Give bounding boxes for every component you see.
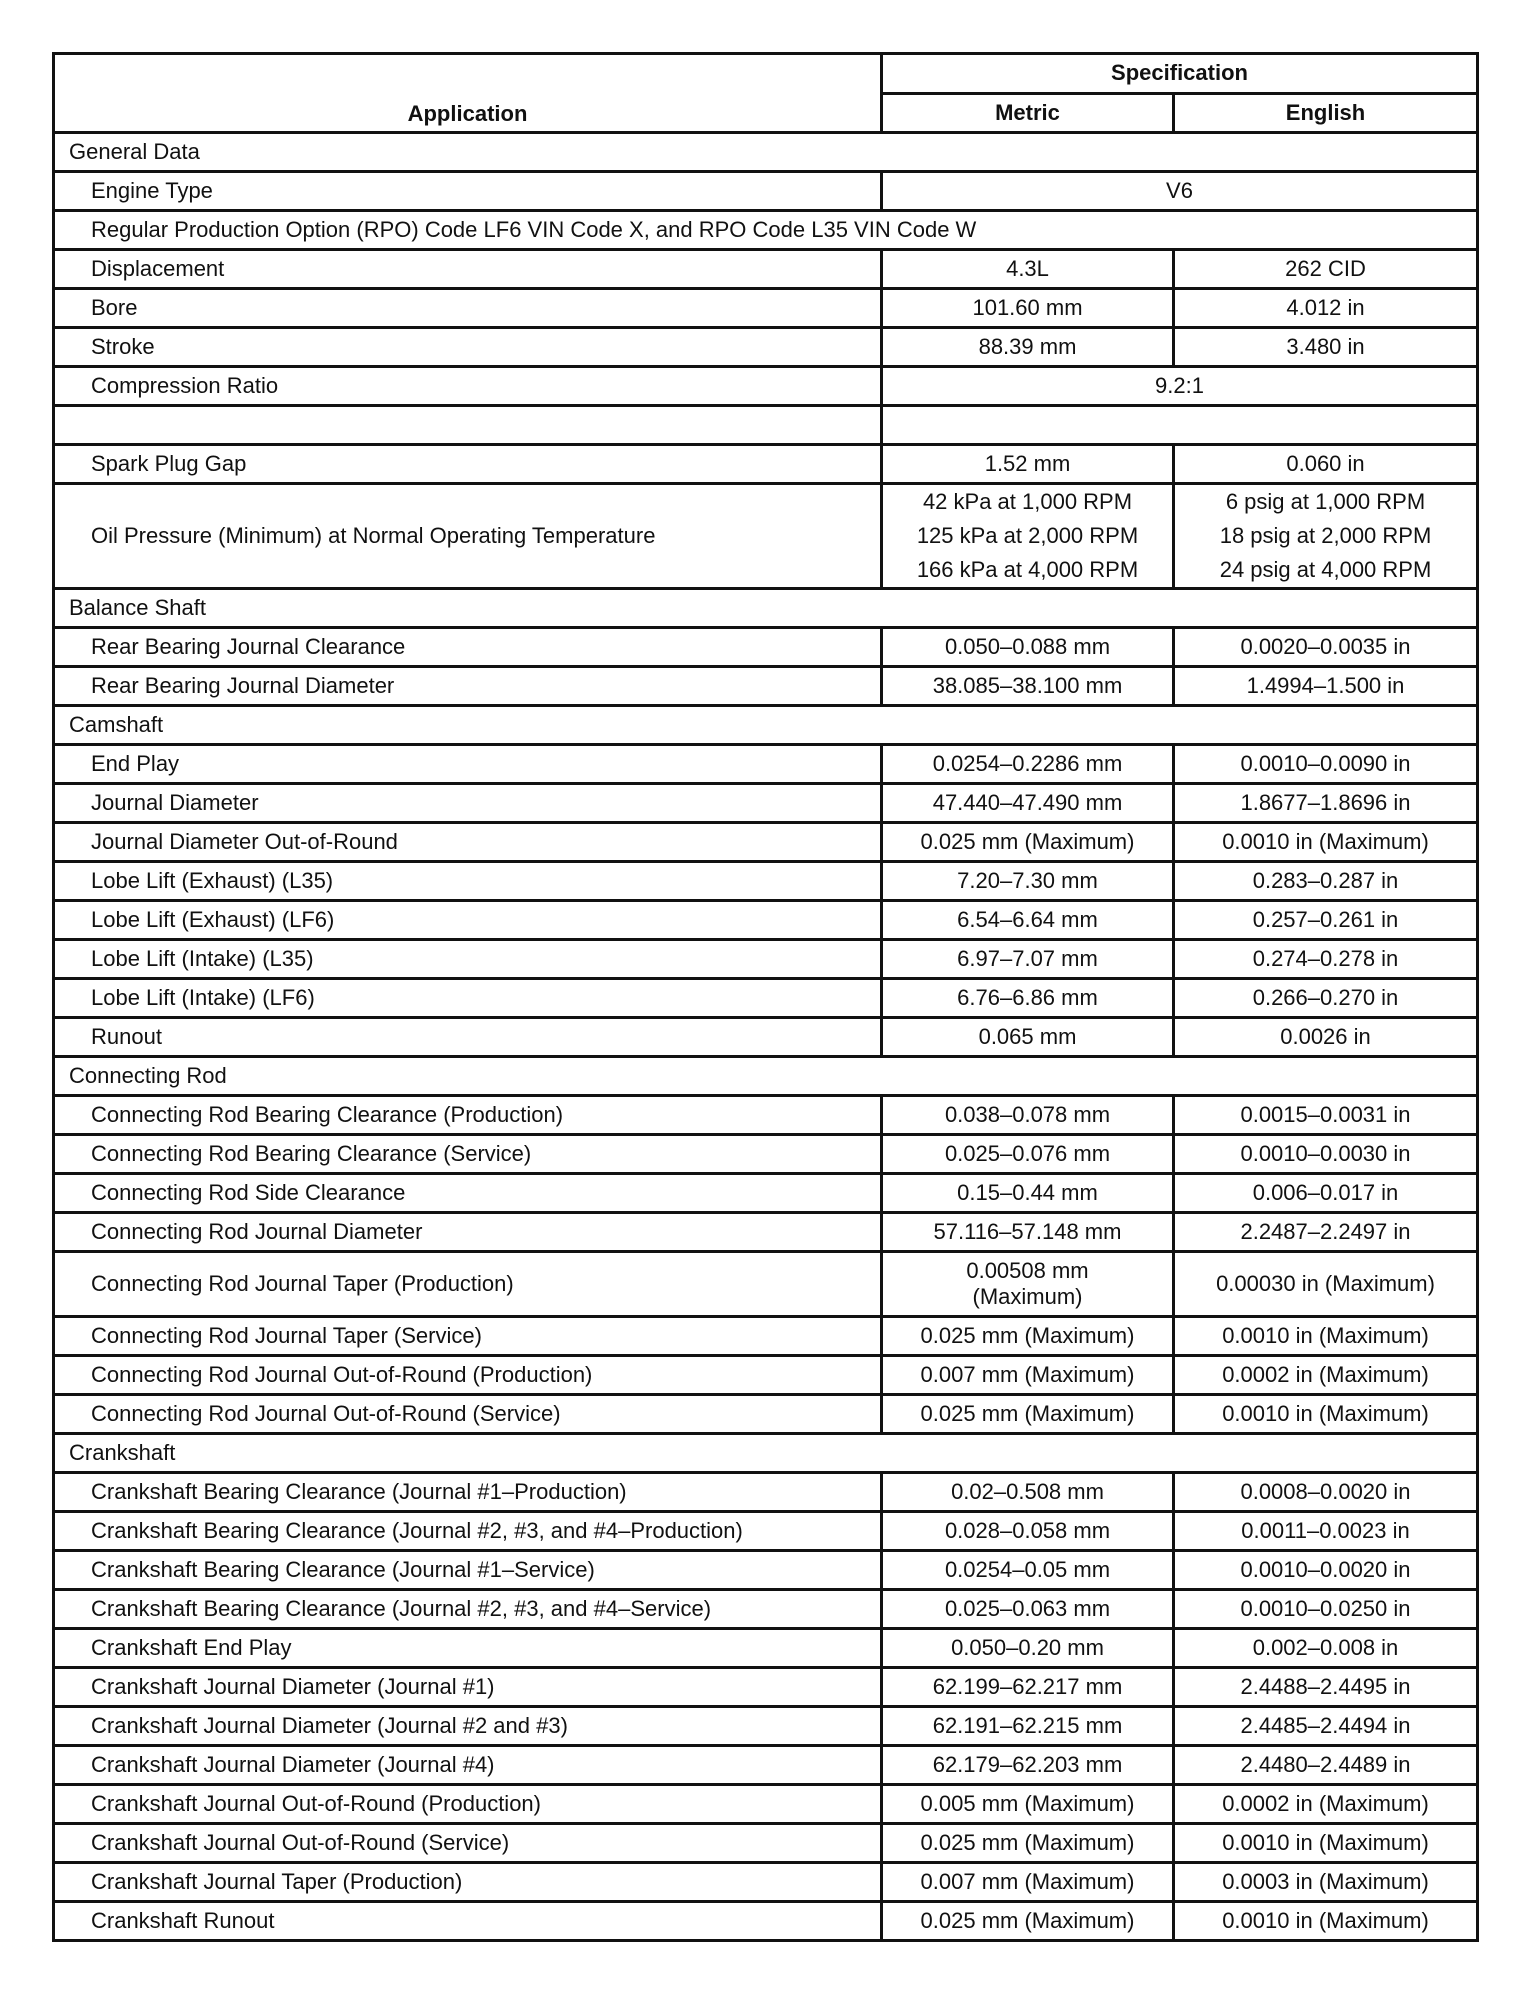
table-row bbox=[54, 1473, 1478, 1512]
english-value: 1.4994–1.500 in bbox=[1174, 667, 1478, 706]
balance-shaft-section bbox=[54, 589, 1478, 706]
row-label: Journal Diameter bbox=[54, 784, 882, 823]
engine-specifications-table bbox=[52, 52, 1479, 1942]
metric-value: 0.007 mm (Maximum) bbox=[882, 1863, 1174, 1902]
row-label: Bore bbox=[54, 289, 882, 328]
row-label: Journal Diameter Out-of-Round bbox=[54, 823, 882, 862]
row-label: Connecting Rod Side Clearance bbox=[54, 1174, 882, 1213]
english-value: 4.012 in bbox=[1174, 289, 1478, 328]
row-label: Regular Production Option (RPO) Code LF6 VIN Code X, and RPO Code L35 VIN Code W bbox=[54, 211, 1478, 250]
table-row bbox=[54, 1252, 1478, 1317]
metric-value: 57.116–57.148 mm bbox=[882, 1213, 1174, 1252]
header-english: English bbox=[1174, 93, 1478, 133]
row-label: Crankshaft Bearing Clearance (Journal #2, #3, and #4–Production) bbox=[54, 1512, 882, 1551]
metric-value: 62.179–62.203 mm bbox=[882, 1746, 1174, 1785]
row-label: Rear Bearing Journal Diameter bbox=[54, 667, 882, 706]
row-label: Connecting Rod Journal Diameter bbox=[54, 1213, 882, 1252]
row-label: Spark Plug Gap bbox=[54, 445, 882, 484]
engine-spec-sheet bbox=[52, 52, 1476, 1942]
metric-line: 42 kPa at 1,000 RPM bbox=[922, 489, 1133, 514]
english-value: 0.0015–0.0031 in bbox=[1174, 1096, 1478, 1135]
table-row bbox=[54, 211, 1478, 250]
metric-value: 0.025 mm (Maximum) bbox=[882, 1824, 1174, 1863]
general-data-section bbox=[54, 133, 1478, 589]
empty-row bbox=[54, 406, 1478, 445]
row-label: Crankshaft Journal Taper (Production) bbox=[54, 1863, 882, 1902]
metric-value: 0.02–0.508 mm bbox=[882, 1473, 1174, 1512]
english-value: 262 CID bbox=[1174, 250, 1478, 289]
english-value: 1.8677–1.8696 in bbox=[1174, 784, 1478, 823]
table-row bbox=[54, 667, 1478, 706]
table-row bbox=[54, 1863, 1478, 1902]
table-row bbox=[54, 1356, 1478, 1395]
row-label: Crankshaft Journal Diameter (Journal #4) bbox=[54, 1746, 882, 1785]
english-value: 0.0003 in (Maximum) bbox=[1174, 1863, 1478, 1902]
metric-value: 0.025–0.063 mm bbox=[882, 1590, 1174, 1629]
section-title: General Data bbox=[54, 133, 1478, 172]
english-value: 0.060 in bbox=[1174, 445, 1478, 484]
row-label: Crankshaft Bearing Clearance (Journal #1–Production) bbox=[54, 1473, 882, 1512]
english-value: 0.0020–0.0035 in bbox=[1174, 628, 1478, 667]
row-label: Crankshaft Journal Out-of-Round (Production) bbox=[54, 1785, 882, 1824]
row-label: Runout bbox=[54, 1018, 882, 1057]
table-row bbox=[54, 862, 1478, 901]
metric-value: 4.3L bbox=[882, 250, 1174, 289]
row-label: Connecting Rod Journal Out-of-Round (Production) bbox=[54, 1356, 882, 1395]
english-value bbox=[1174, 484, 1478, 589]
row-label: Connecting Rod Journal Out-of-Round (Service) bbox=[54, 1395, 882, 1434]
english-value: 0.0010 in (Maximum) bbox=[1174, 1395, 1478, 1434]
header-application: Application bbox=[54, 54, 882, 133]
table-row bbox=[54, 979, 1478, 1018]
metric-value: 0.025–0.076 mm bbox=[882, 1135, 1174, 1174]
row-label: Lobe Lift (Intake) (L35) bbox=[54, 940, 882, 979]
table-row bbox=[54, 1824, 1478, 1863]
english-value: 0.00030 in (Maximum) bbox=[1174, 1252, 1478, 1317]
english-value: 0.0010 in (Maximum) bbox=[1174, 1824, 1478, 1863]
table-row bbox=[54, 250, 1478, 289]
metric-value: 0.0254–0.05 mm bbox=[882, 1551, 1174, 1590]
metric-value: 0.050–0.20 mm bbox=[882, 1629, 1174, 1668]
english-value: 0.0026 in bbox=[1174, 1018, 1478, 1057]
row-label: Rear Bearing Journal Clearance bbox=[54, 628, 882, 667]
metric-value: 0.005 mm (Maximum) bbox=[882, 1785, 1174, 1824]
row-label: Crankshaft Runout bbox=[54, 1902, 882, 1941]
metric-line: 0.00508 mm bbox=[966, 1258, 1089, 1283]
english-value: 0.0010–0.0030 in bbox=[1174, 1135, 1478, 1174]
row-label: Compression Ratio bbox=[54, 367, 882, 406]
table-row bbox=[54, 328, 1478, 367]
table-row bbox=[54, 367, 1478, 406]
table-row bbox=[54, 823, 1478, 862]
row-label: Oil Pressure (Minimum) at Normal Operating Temperature bbox=[54, 484, 882, 589]
english-value: 2.2487–2.2497 in bbox=[1174, 1213, 1478, 1252]
english-value: 0.0010 in (Maximum) bbox=[1174, 1317, 1478, 1356]
row-label: Connecting Rod Bearing Clearance (Production) bbox=[54, 1096, 882, 1135]
row-label: Crankshaft Journal Out-of-Round (Service) bbox=[54, 1824, 882, 1863]
section-title: Crankshaft bbox=[54, 1434, 1478, 1473]
english-value: 3.480 in bbox=[1174, 328, 1478, 367]
table-row bbox=[54, 1135, 1478, 1174]
english-value: 0.0010–0.0250 in bbox=[1174, 1590, 1478, 1629]
row-value: 9.2:1 bbox=[882, 367, 1478, 406]
english-value: 0.283–0.287 in bbox=[1174, 862, 1478, 901]
row-label: Lobe Lift (Exhaust) (LF6) bbox=[54, 901, 882, 940]
metric-value: 0.0254–0.2286 mm bbox=[882, 745, 1174, 784]
english-line: 6 psig at 1,000 RPM bbox=[1225, 489, 1426, 514]
empty-cell bbox=[882, 406, 1478, 445]
english-value: 0.0011–0.0023 in bbox=[1174, 1512, 1478, 1551]
table-row bbox=[54, 1707, 1478, 1746]
table-row bbox=[54, 1668, 1478, 1707]
metric-value: 0.038–0.078 mm bbox=[882, 1096, 1174, 1135]
row-label: Connecting Rod Journal Taper (Production) bbox=[54, 1252, 882, 1317]
table-row bbox=[54, 484, 1478, 589]
table-row bbox=[54, 1629, 1478, 1668]
english-line: 18 psig at 2,000 RPM bbox=[1219, 523, 1432, 548]
english-value: 0.006–0.017 in bbox=[1174, 1174, 1478, 1213]
metric-value: 62.191–62.215 mm bbox=[882, 1707, 1174, 1746]
table-row bbox=[54, 1018, 1478, 1057]
english-value: 2.4488–2.4495 in bbox=[1174, 1668, 1478, 1707]
metric-line: 166 kPa at 4,000 RPM bbox=[916, 557, 1139, 582]
camshaft-section bbox=[54, 706, 1478, 1057]
english-value: 0.0008–0.0020 in bbox=[1174, 1473, 1478, 1512]
row-label: Stroke bbox=[54, 328, 882, 367]
english-value: 0.0002 in (Maximum) bbox=[1174, 1785, 1478, 1824]
table-row bbox=[54, 1174, 1478, 1213]
row-label: Displacement bbox=[54, 250, 882, 289]
table-row bbox=[54, 784, 1478, 823]
table-row bbox=[54, 1512, 1478, 1551]
metric-value: 62.199–62.217 mm bbox=[882, 1668, 1174, 1707]
row-label: Connecting Rod Journal Taper (Service) bbox=[54, 1317, 882, 1356]
metric-value: 47.440–47.490 mm bbox=[882, 784, 1174, 823]
crankshaft-section bbox=[54, 1434, 1478, 1941]
metric-value: 0.007 mm (Maximum) bbox=[882, 1356, 1174, 1395]
row-value: V6 bbox=[882, 172, 1478, 211]
section-title: Connecting Rod bbox=[54, 1057, 1478, 1096]
table-row bbox=[54, 1317, 1478, 1356]
metric-value: 0.050–0.088 mm bbox=[882, 628, 1174, 667]
table-row bbox=[54, 1590, 1478, 1629]
row-label: Crankshaft Journal Diameter (Journal #2 and #3) bbox=[54, 1707, 882, 1746]
connecting-rod-section bbox=[54, 1057, 1478, 1434]
english-value: 0.0010 in (Maximum) bbox=[1174, 823, 1478, 862]
metric-value: 101.60 mm bbox=[882, 289, 1174, 328]
english-value: 0.257–0.261 in bbox=[1174, 901, 1478, 940]
english-value: 0.274–0.278 in bbox=[1174, 940, 1478, 979]
table-row bbox=[54, 1785, 1478, 1824]
english-line: 24 psig at 4,000 RPM bbox=[1219, 557, 1432, 582]
row-label: Engine Type bbox=[54, 172, 882, 211]
table-row bbox=[54, 1395, 1478, 1434]
metric-value: 7.20–7.30 mm bbox=[882, 862, 1174, 901]
row-label: Lobe Lift (Exhaust) (L35) bbox=[54, 862, 882, 901]
table-row bbox=[54, 745, 1478, 784]
table-row bbox=[54, 445, 1478, 484]
row-label: End Play bbox=[54, 745, 882, 784]
metric-value: 0.025 mm (Maximum) bbox=[882, 823, 1174, 862]
metric-value bbox=[882, 1252, 1174, 1317]
metric-value: 0.15–0.44 mm bbox=[882, 1174, 1174, 1213]
metric-value: 6.76–6.86 mm bbox=[882, 979, 1174, 1018]
row-label: Crankshaft Bearing Clearance (Journal #2, #3, and #4–Service) bbox=[54, 1590, 882, 1629]
row-label: Crankshaft Journal Diameter (Journal #1) bbox=[54, 1668, 882, 1707]
section-title: Balance Shaft bbox=[54, 589, 1478, 628]
metric-value: 88.39 mm bbox=[882, 328, 1174, 367]
table-row bbox=[54, 1551, 1478, 1590]
table-row bbox=[54, 1746, 1478, 1785]
table-row bbox=[54, 628, 1478, 667]
english-value: 0.0002 in (Maximum) bbox=[1174, 1356, 1478, 1395]
table-row bbox=[54, 172, 1478, 211]
metric-value: 0.025 mm (Maximum) bbox=[882, 1317, 1174, 1356]
metric-value: 0.065 mm bbox=[882, 1018, 1174, 1057]
empty-cell bbox=[54, 406, 882, 445]
row-label: Connecting Rod Bearing Clearance (Service) bbox=[54, 1135, 882, 1174]
english-value: 0.0010–0.0090 in bbox=[1174, 745, 1478, 784]
metric-value: 38.085–38.100 mm bbox=[882, 667, 1174, 706]
row-label: Lobe Lift (Intake) (LF6) bbox=[54, 979, 882, 1018]
table-row bbox=[54, 940, 1478, 979]
metric-value: 0.028–0.058 mm bbox=[882, 1512, 1174, 1551]
metric-line: (Maximum) bbox=[972, 1284, 1083, 1309]
row-label: Crankshaft End Play bbox=[54, 1629, 882, 1668]
table-row bbox=[54, 1096, 1478, 1135]
english-value: 2.4485–2.4494 in bbox=[1174, 1707, 1478, 1746]
metric-value: 6.97–7.07 mm bbox=[882, 940, 1174, 979]
header-specification: Specification bbox=[882, 54, 1478, 94]
metric-value: 1.52 mm bbox=[882, 445, 1174, 484]
english-value: 0.0010–0.0020 in bbox=[1174, 1551, 1478, 1590]
metric-value: 0.025 mm (Maximum) bbox=[882, 1902, 1174, 1941]
section-title: Camshaft bbox=[54, 706, 1478, 745]
metric-value bbox=[882, 484, 1174, 589]
english-value: 0.0010 in (Maximum) bbox=[1174, 1902, 1478, 1941]
header-metric: Metric bbox=[882, 93, 1174, 133]
row-label: Crankshaft Bearing Clearance (Journal #1–Service) bbox=[54, 1551, 882, 1590]
table-row bbox=[54, 1213, 1478, 1252]
metric-value: 0.025 mm (Maximum) bbox=[882, 1395, 1174, 1434]
table-row bbox=[54, 1902, 1478, 1941]
metric-value: 6.54–6.64 mm bbox=[882, 901, 1174, 940]
english-value: 0.266–0.270 in bbox=[1174, 979, 1478, 1018]
english-value: 2.4480–2.4489 in bbox=[1174, 1746, 1478, 1785]
table-row bbox=[54, 289, 1478, 328]
metric-line: 125 kPa at 2,000 RPM bbox=[916, 523, 1139, 548]
english-value: 0.002–0.008 in bbox=[1174, 1629, 1478, 1668]
table-row bbox=[54, 901, 1478, 940]
